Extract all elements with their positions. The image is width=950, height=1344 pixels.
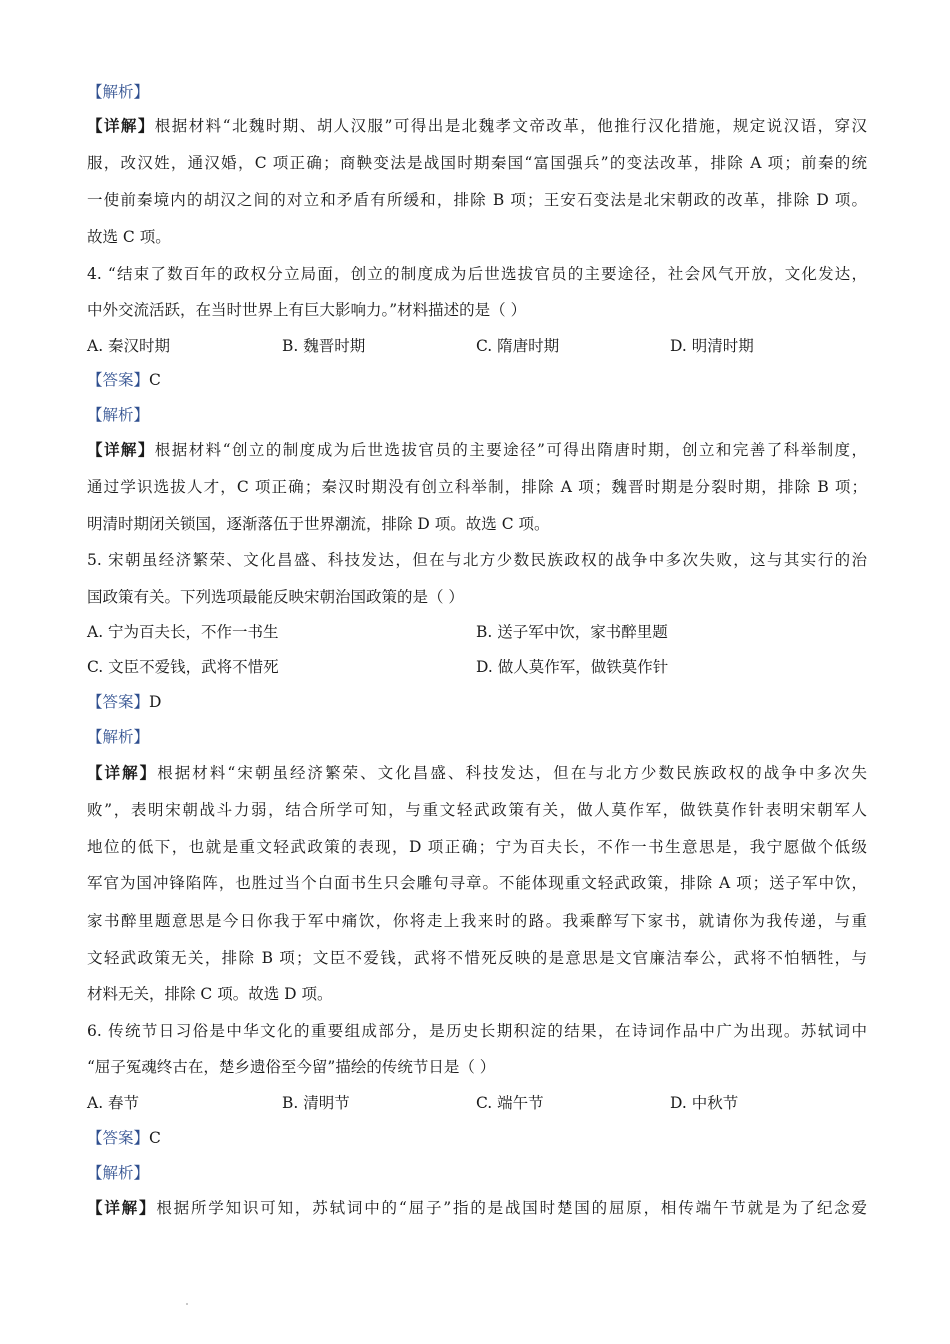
q5-stem-line-1: 5. 宋朝虽经济繁荣、文化昌盛、科技发达，但在与北方少数民族政权的战争中多次失败，这与其实行的治 (87, 551, 867, 569)
q4-detail-line-3: 明清时期闭关锁国，逐渐落伍于世界潮流，排除 D 项。故选 C 项。 (87, 515, 550, 533)
q4-stem-line-1: 4. “结束了数百年的政权分立局面，创立的制度成为后世选拔官员的主要途径，社会风气开放，文化发达， (87, 265, 867, 283)
q4-option-b: B. 魏晋时期 (282, 337, 366, 355)
q3-detail-line-2: 服，改汉姓，通汉婚，C 项正确；商鞅变法是战国时期秦国“富国强兵”的变法改革，排除 A 项；前秦的统 (87, 154, 867, 172)
q4-option-a: A. 秦汉时期 (87, 337, 171, 355)
q5-option-b: B. 送子军中饮，家书醉里题 (476, 623, 668, 641)
q4-detail-tag: 【详解】 (87, 440, 155, 459)
q5-detail-line-1: 【详解】根据材料“宋朝虽经济繁荣、文化昌盛、科技发达，但在与北方少数民族政权的战争中多次失 (87, 763, 867, 782)
q6-option-a: A. 春节 (87, 1094, 140, 1112)
q6-analysis-heading: 【解析】 (87, 1164, 150, 1182)
q5-answer-value: D (149, 693, 162, 711)
q5-detail-tag: 【详解】 (87, 763, 158, 782)
q5-detail-line-4: 军官为国冲锋陷阵，也胜过当个白面书生只会雕句寻章。不能体现重文轻武政策，排除 A 项；送子军中饮， (87, 874, 867, 892)
q4-option-d: D. 明清时期 (670, 337, 754, 355)
q6-stem-line-2: “屈子冤魂终古在，楚乡遗俗至今留”描绘的传统节日是（ ） (87, 1058, 496, 1076)
q5-analysis-heading: 【解析】 (87, 728, 150, 746)
q4-detail-line-2: 通过学识选拔人才，C 项正确；秦汉时期没有创立科举制，排除 A 项；魏晋时期是分裂时期，排除 B 项； (87, 478, 867, 496)
q5-detail-line-6: 文轻武政策无关，排除 B 项；文臣不爱钱，武将不惜死反映的是意思是文官廉洁奉公，武将不怕牺牲，与 (87, 949, 867, 967)
q5-detail-line-5: 家书醉里题意思是今日你我于军中痛饮，你将走上我来时的路。我乘醉写下家书，就请你为我传递，与重 (87, 912, 867, 930)
q6-option-d: D. 中秋节 (670, 1094, 739, 1112)
q5-option-c: C. 文臣不爱钱，武将不惜死 (87, 658, 279, 676)
q6-option-b: B. 清明节 (282, 1094, 350, 1112)
q4-answer: 【答案】C (87, 371, 161, 389)
q5-answer: 【答案】D (87, 693, 162, 711)
q6-option-c: C. 端午节 (476, 1094, 544, 1112)
q3-detail-line-1: 【详解】根据材料“北魏时期、胡人汉服”可得出是北魏孝文帝改革，他推行汉化措施，规定说汉语，穿汉 (87, 116, 867, 135)
q6-detail-line-1: 【详解】根据所学知识可知，苏轼词中的“屈子”指的是战国时楚国的屈原，相传端午节就是为了纪念爱 (87, 1198, 867, 1217)
q3-detail-line-4: 故选 C 项。 (87, 228, 171, 246)
speck-mark (186, 1303, 188, 1305)
q6-stem-line-1: 6. 传统节日习俗是中华文化的重要组成部分，是历史长期积淀的结果，在诗词作品中广为出现。苏轼词中 (87, 1022, 867, 1040)
q5-detail-line-3: 地位的低下，也就是重文轻武政策的表现，D 项正确；宁为百夫长，不作一书生意思是，我宁愿做个低级 (87, 838, 867, 856)
q4-answer-value: C (149, 371, 161, 389)
q5-detail-line-7: 材料无关，排除 C 项。故选 D 项。 (87, 985, 333, 1003)
q5-stem-line-2: 国政策有关。下列选项最能反映宋朝治国政策的是（ ） (87, 588, 464, 606)
q3-analysis-heading: 【解析】 (87, 83, 150, 101)
q4-stem-line-2: 中外交流活跃，在当时世界上有巨大影响力。”材料描述的是（ ） (87, 301, 527, 319)
q4-analysis-heading: 【解析】 (87, 406, 150, 424)
q4-option-c: C. 隋唐时期 (476, 337, 560, 355)
q3-detail-tag: 【详解】 (87, 116, 155, 135)
q4-detail-line-1: 【详解】根据材料“创立的制度成为后世选拔官员的主要途径”可得出隋唐时期，创立和完善了科举制度， (87, 440, 867, 459)
q5-option-a: A. 宁为百夫长，不作一书生 (87, 623, 279, 641)
q6-answer-value: C (149, 1129, 161, 1147)
q6-detail-tag: 【详解】 (87, 1198, 157, 1217)
q6-answer: 【答案】C (87, 1129, 161, 1147)
q5-detail-line-2: 败”，表明宋朝战斗力弱，结合所学可知，与重文轻武政策有关，做人莫作军，做铁莫作针表明宋朝军人 (87, 801, 867, 819)
q5-option-d: D. 做人莫作军，做铁莫作针 (476, 658, 669, 676)
q3-detail-line-3: 一使前秦境内的胡汉之间的对立和矛盾有所缓和，排除 B 项；王安石变法是北宋朝政的改革，排除 D 项。 (87, 191, 867, 209)
